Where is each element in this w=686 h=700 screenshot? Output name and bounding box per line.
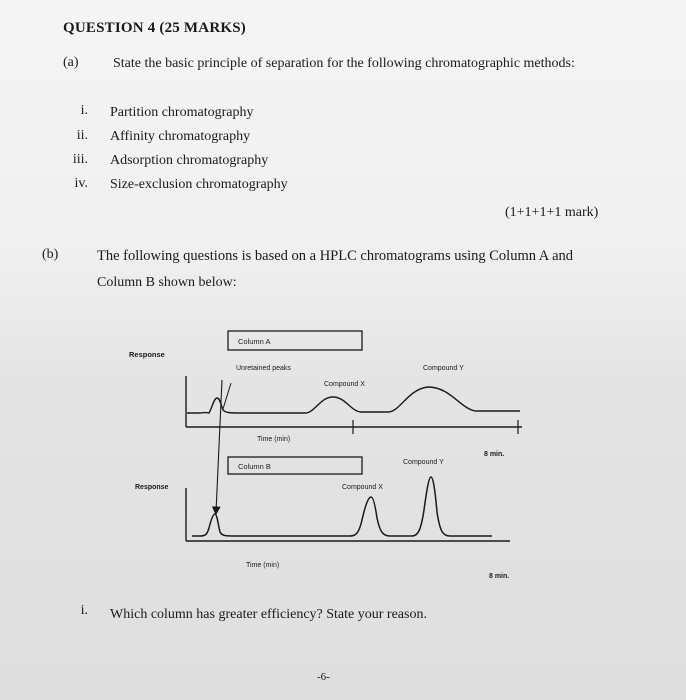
item-text: Size-exclusion chromatography — [110, 177, 288, 192]
marks-allocation: (1+1+1+1 mark) — [505, 205, 599, 220]
unretained-arrow-a — [223, 383, 231, 409]
item-number: iii. — [72, 152, 88, 167]
column-b-title: Column B — [238, 462, 271, 471]
compound-x-label-b: Compound X — [342, 484, 383, 491]
column-b-ylabel: Response — [135, 484, 169, 491]
sub-question-number: i. — [80, 603, 88, 618]
item-number: i. — [80, 103, 88, 118]
compound-y-label-a: Compound Y — [423, 365, 464, 372]
part-a-label: (a) — [63, 55, 79, 70]
column-a-ylabel: Response — [129, 350, 165, 359]
page-number: -6- — [317, 671, 330, 683]
item-text: Adsorption chromatography — [110, 153, 269, 168]
column-b-xlabel: Time (min) — [246, 562, 280, 569]
column-b-end-label: 8 min. — [489, 573, 510, 580]
part-b-prompt-line2: Column B shown below: — [97, 275, 237, 290]
item-number: ii. — [76, 128, 88, 143]
item-text: Affinity chromatography — [110, 129, 251, 144]
part-b-prompt-line1: The following questions is based on a HPLC chromatograms using Column A and — [97, 248, 574, 264]
part-b-label: (b) — [42, 247, 59, 262]
unretained-peaks-label: Unretained peaks — [236, 365, 291, 372]
column-a-trace — [187, 387, 520, 413]
column-a-end-label: 8 min. — [484, 451, 505, 458]
item-number: iv. — [74, 176, 88, 191]
column-a-xlabel: Time (min) — [257, 436, 291, 443]
compound-y-label-b: Compound Y — [403, 459, 444, 466]
part-a-prompt: State the basic principle of separation for the following chromatographic methods: — [113, 56, 575, 71]
column-a-title: Column A — [238, 337, 271, 346]
question-title: QUESTION 4 (25 MARKS) — [63, 20, 246, 36]
sub-question-text: Which column has greater efficiency? State your reason. — [110, 607, 427, 622]
compound-x-label-a: Compound X — [324, 381, 365, 388]
item-text: Partition chromatography — [110, 105, 254, 120]
